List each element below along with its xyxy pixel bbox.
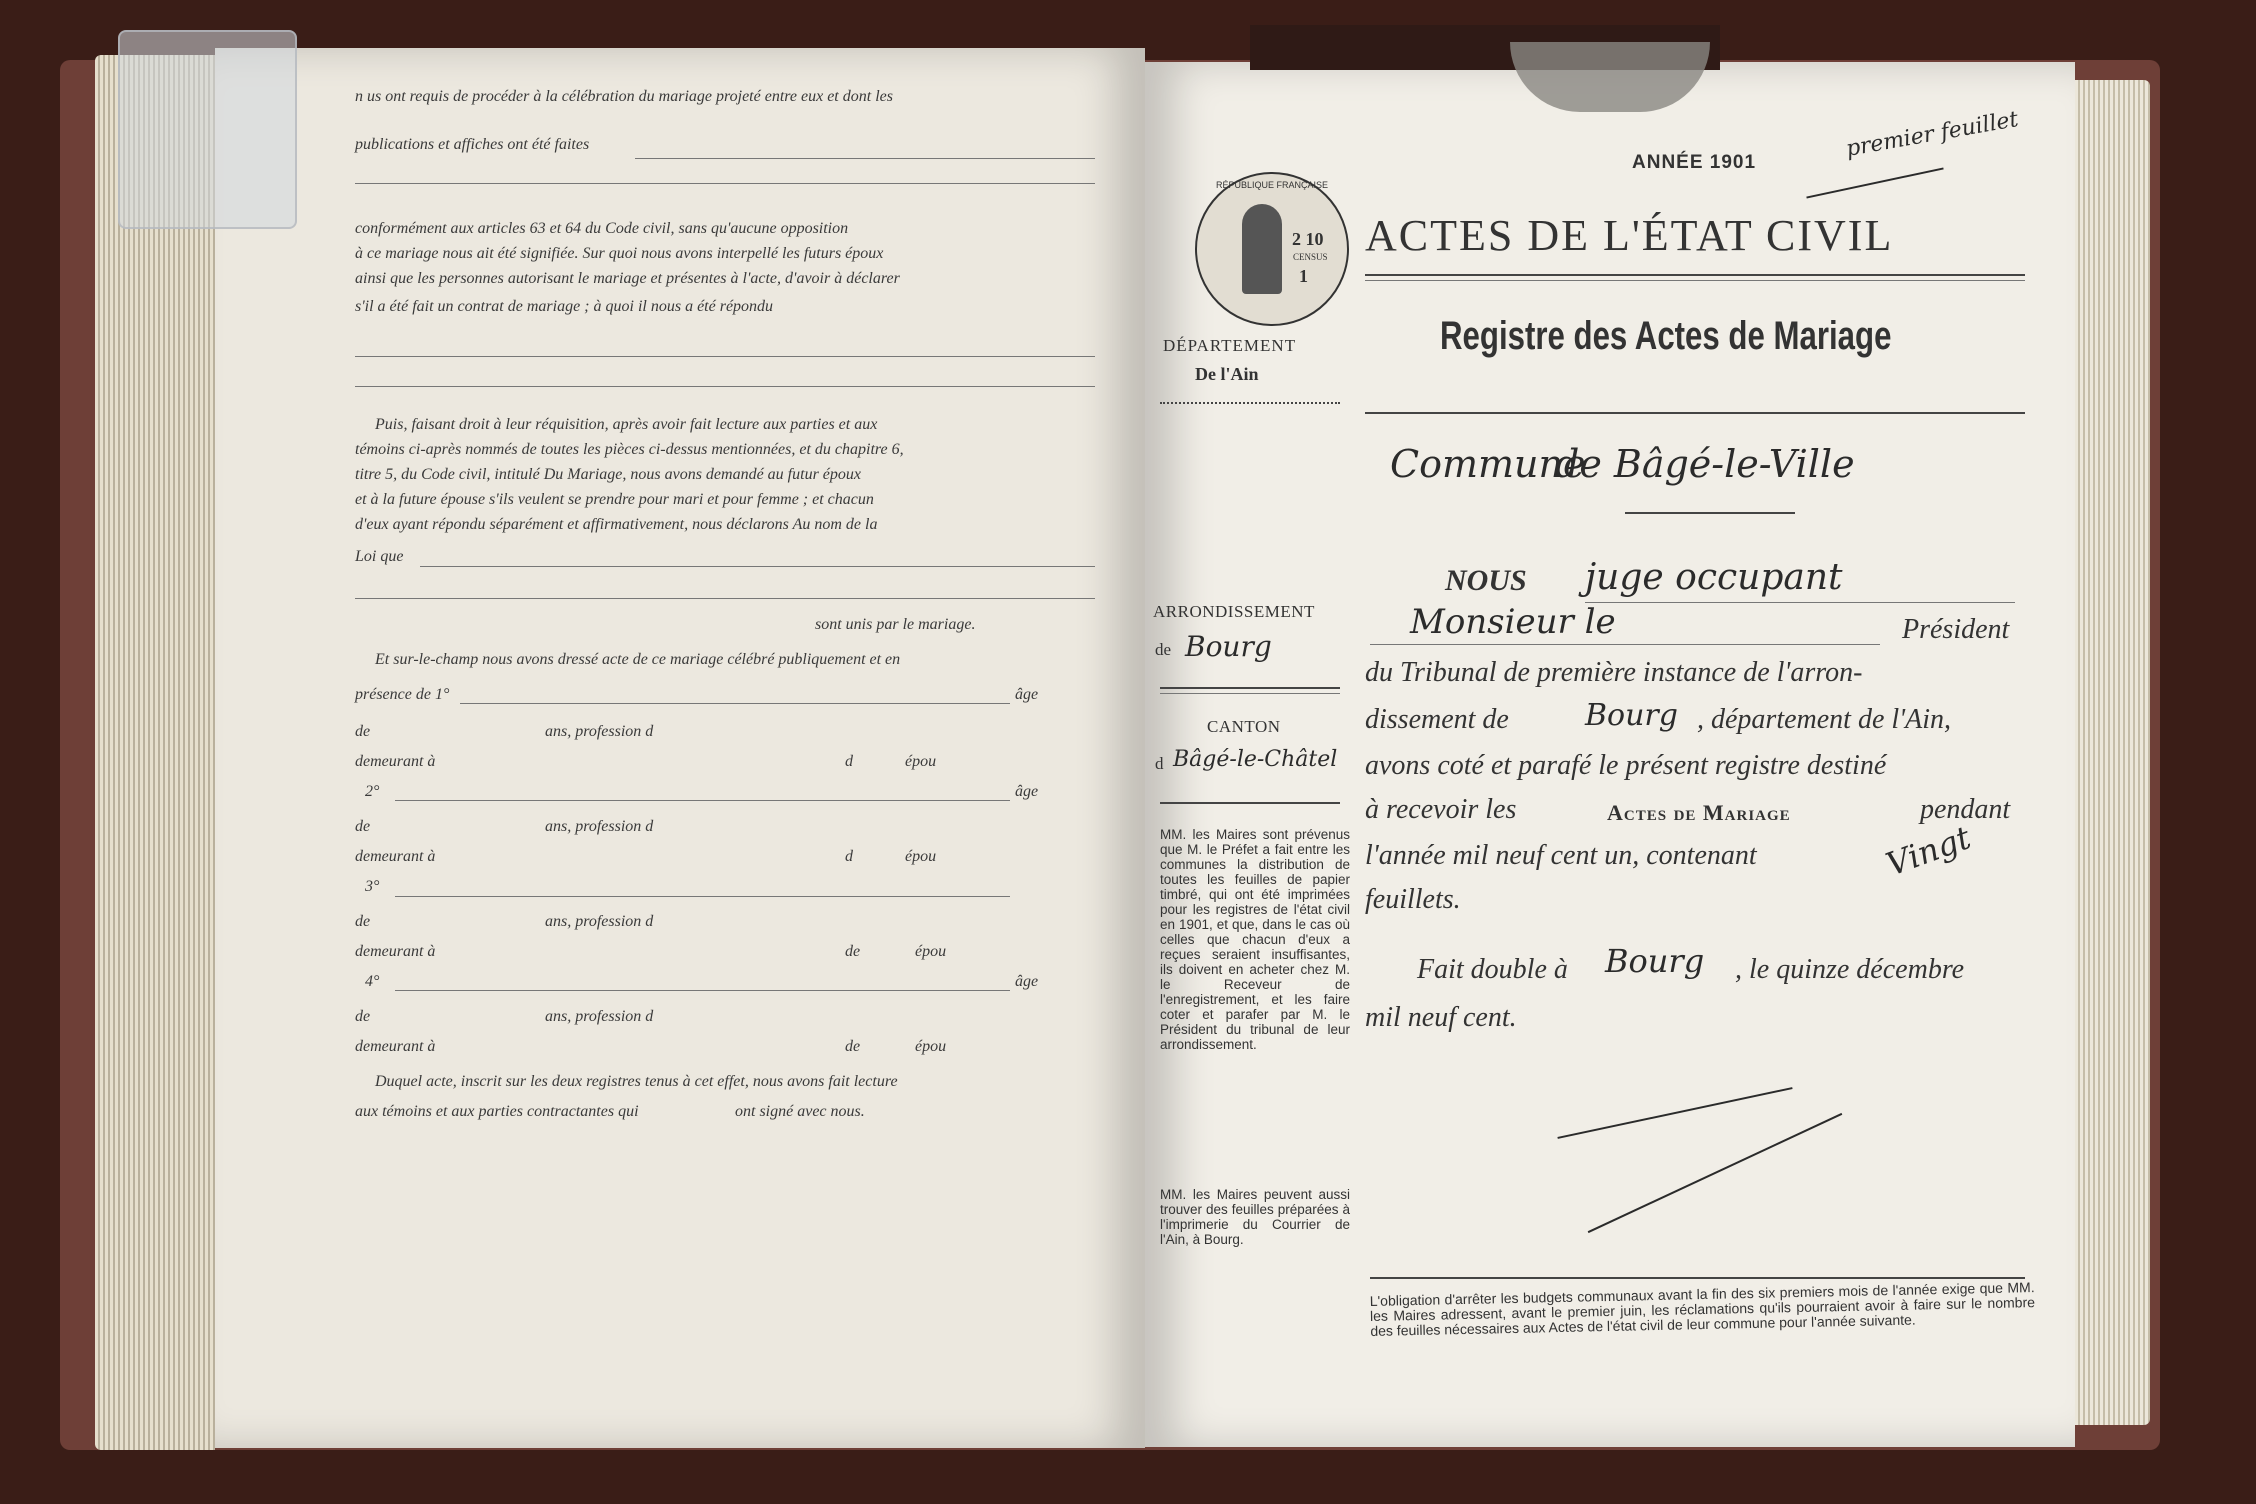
president-signature <box>1557 1087 1792 1139</box>
maires-notice-1: MM. les Maires sont prévenus que M. le Préfet a fait entre les communes la distribution de toutes les feuilles de papier timbré, qui ont été imprimées pour les registres de l'état civil en 1901, et que, dans le cas où celles que chacun d'eux a reçues seraient insuffisantes, ils doivent en acheter chez M. le Receveur de l'enregistrement, et les faire coter et parafer par M. le Président du tribunal de leur arrondissement. <box>1160 827 1350 1052</box>
left-line-8: témoins ci-après nommés de toutes les pièces ci-dessus mentionnées, et du chapitre 6, <box>355 441 904 458</box>
left-page-stack <box>95 55 215 1450</box>
left-page <box>215 48 1145 1448</box>
nous-label: NOUS <box>1445 564 1527 597</box>
departement-label: DÉPARTEMENT <box>1163 336 1297 355</box>
left-line-39: demeurant à <box>355 1038 436 1055</box>
handwritten-top-note: premier feuillet <box>1844 107 2021 162</box>
left-line-19: demeurant à <box>355 753 436 770</box>
left-line-6: s'il a été fait un contrat de mariage ; à quoi il nous a été répondu <box>355 298 774 315</box>
left-line-10: et à la future épouse s'ils veulent se prendre pour mari et pour femme ; et chacun <box>355 491 874 508</box>
body-line-4b: Actes de Mariage <box>1607 800 1791 825</box>
departement-value: De l'Ain <box>1195 364 1259 384</box>
left-line-21: épou <box>905 753 937 770</box>
canton-prefix: d <box>1155 754 1164 773</box>
left-line-30: de <box>355 913 371 930</box>
glass-weight <box>118 30 297 229</box>
left-line-12: Loi que <box>355 548 404 565</box>
fait-date: , le quinze décembre <box>1735 954 1965 985</box>
arrondissement-label: ARRONDISSEMENT <box>1153 602 1315 621</box>
body-line-4c: pendant <box>1920 794 2011 825</box>
left-line-40: de <box>845 1038 861 1055</box>
left-line-26: demeurant à <box>355 848 436 865</box>
seal-value: 2 10 <box>1292 229 1324 249</box>
left-line-42: Duquel acte, inscrit sur les deux registres tenus à cet effet, nous avons fait lecture <box>375 1073 898 1090</box>
left-line-1: n us ont requis de procéder à la célébration du mariage projeté entre eux et dont les <box>355 88 893 105</box>
body-line-2b: , département de l'Ain, <box>1697 704 1952 735</box>
commune-label: Commune <box>1390 442 1586 486</box>
left-line-34: épou <box>915 943 947 960</box>
maires-notice-2: MM. les Maires peuvent aussi trouver des feuilles préparées à l'imprimerie du Courrier de l'Ain, à Bourg. <box>1160 1187 1350 1247</box>
monsieur-handwritten: Monsieur le <box>1410 602 1616 642</box>
left-line-31: ans, profession d <box>545 913 654 930</box>
register-subtitle: Registre des Actes de Mariage <box>1440 314 1892 358</box>
left-line-3: conformément aux articles 63 et 64 du Code civil, sans qu'aucune opposition <box>355 220 849 237</box>
marianne-figure <box>1242 204 1282 294</box>
left-line-33: de <box>845 943 861 960</box>
fait-year: mil neuf cent. <box>1365 1002 1517 1033</box>
commune-value: de Bâgé-le-Ville <box>1555 442 1855 486</box>
right-page <box>1145 62 2075 1447</box>
year-label: ANNÉE 1901 <box>1632 152 1757 173</box>
left-line-37: de <box>355 1008 371 1025</box>
left-line-27: d <box>845 848 853 865</box>
canton-value: Bâgé-le-Châtel <box>1173 747 1338 772</box>
left-line-35: 4° <box>365 973 380 990</box>
republic-seal <box>1195 172 1349 326</box>
left-line-11: d'eux ayant répondu séparément et affirmativement, nous déclarons Au nom de la <box>355 516 878 533</box>
seal-sub: CENSUS <box>1293 252 1328 262</box>
body-line-6: feuillets. <box>1365 884 1461 915</box>
footer-notice: L'obligation d'arrêter les budgets communaux avant la fin des six premiers mois de l'année exige que MM. les Maires adressent, avant le premier juin, les réclamations qu'ils pourraient avoir à faire sur le nombre des feuilles nécessaires aux Actes de l'état civil de leur commune pour l'année suivante. <box>1369 1279 2036 1339</box>
body-line-5: l'année mil neuf cent un, contenant <box>1365 840 1757 871</box>
body-line-2a: dissement de <box>1365 704 1509 735</box>
president-label: Président <box>1902 614 2010 645</box>
fait-double-label: Fait double à <box>1417 954 1568 985</box>
left-line-41: épou <box>915 1038 947 1055</box>
left-line-17: de <box>355 723 371 740</box>
left-line-29: 3° <box>365 878 380 895</box>
body-line-4a: à recevoir les <box>1365 794 1517 825</box>
left-line-15: présence de 1° <box>355 686 450 703</box>
left-line-43: aux témoins et aux parties contractantes qui <box>355 1103 639 1120</box>
seal-text: RÉPUBLIQUE FRANÇAISE <box>1215 180 1329 190</box>
nous-handwritten: juge occupant <box>1585 557 1843 598</box>
left-line-2: publications et affiches ont été faites <box>355 136 590 153</box>
left-line-16: âge <box>1015 686 1039 703</box>
left-line-5: ainsi que les personnes autorisant le mariage et présentes à l'acte, d'avoir à déclarer <box>355 270 900 287</box>
body-line-1: du Tribunal de première instance de l'arron- <box>1365 657 1863 688</box>
body-line-2-handwritten: Bourg <box>1585 698 1678 733</box>
left-line-44: ont signé avec nous. <box>735 1103 865 1120</box>
page-title: ACTES DE L'ÉTAT CIVIL <box>1365 211 1894 260</box>
left-line-14: Et sur-le-champ nous avons dressé acte de ce mariage célébré publiquement et en <box>375 651 901 668</box>
left-line-22: 2° <box>365 783 380 800</box>
left-line-4: à ce mariage nous ait été signifiée. Sur quoi nous avons interpellé les futurs époux <box>355 245 884 262</box>
left-line-20: d <box>845 753 853 770</box>
left-line-24: de <box>355 818 371 835</box>
left-line-13: sont unis par le mariage. <box>815 616 976 633</box>
fait-double-handwritten: Bourg <box>1605 942 1705 980</box>
body-line-3: avons coté et parafé le présent registre destiné <box>1365 750 1887 781</box>
left-line-25: ans, profession d <box>545 818 654 835</box>
arrondissement-prefix: de <box>1155 640 1172 659</box>
arrondissement-value: Bourg <box>1185 630 1272 663</box>
left-line-23: âge <box>1015 783 1039 800</box>
left-line-18: ans, profession d <box>545 723 654 740</box>
left-line-7: Puis, faisant droit à leur réquisition, après avoir fait lecture aux parties et aux <box>375 416 878 433</box>
seal-number: 1 <box>1299 266 1308 286</box>
left-line-28: épou <box>905 848 937 865</box>
canton-label: CANTON <box>1207 717 1281 736</box>
left-line-38: ans, profession d <box>545 1008 654 1025</box>
left-line-32: demeurant à <box>355 943 436 960</box>
body-line-5-handwritten: Vingt <box>1881 818 1976 884</box>
left-line-36: âge <box>1015 973 1039 990</box>
left-line-9: titre 5, du Code civil, intitulé Du Mariage, nous avons demandé au futur époux <box>355 466 861 483</box>
